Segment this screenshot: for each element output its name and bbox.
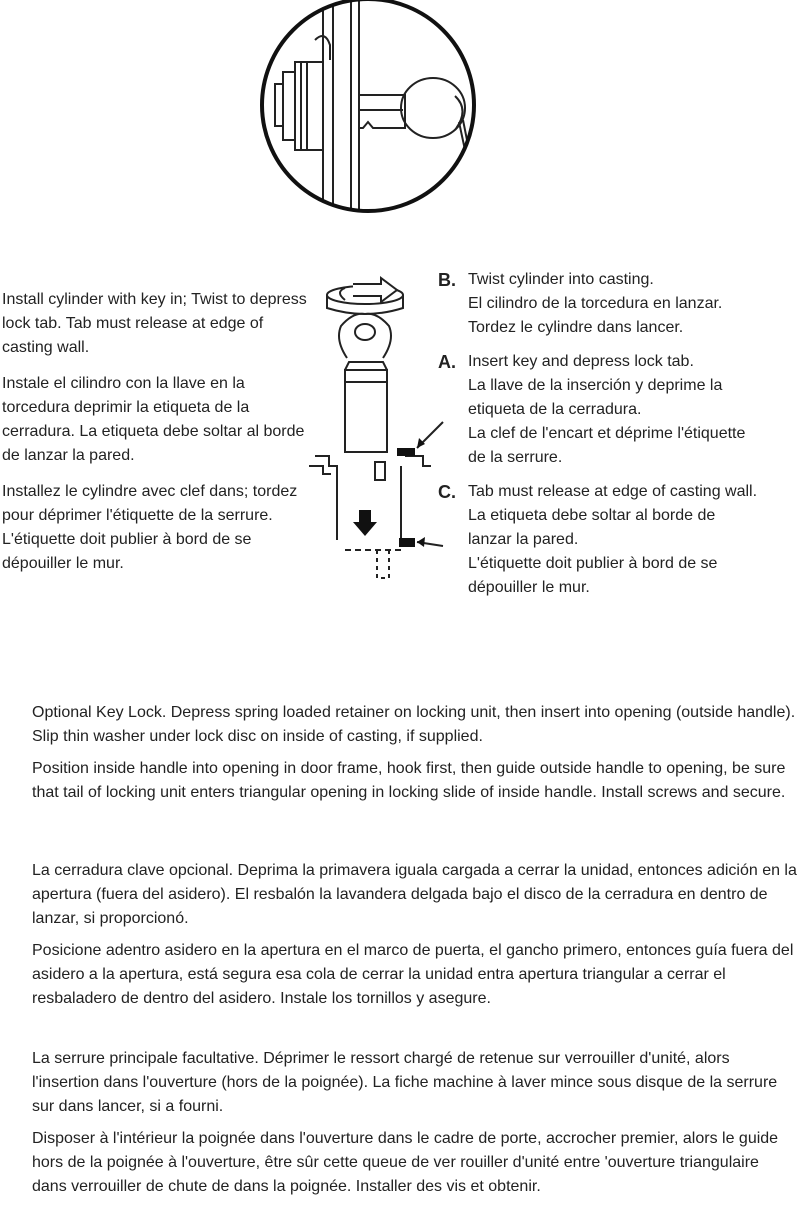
step-line: L'étiquette doit publier à bord de se	[468, 555, 718, 572]
instruction-en: Install cylinder with key in; Twist to depress lock tab. Tab must release at edge of casting wall.	[2, 291, 307, 356]
step-line: Tab must release at edge of casting wall.	[468, 483, 758, 500]
instruction-es: Instale el cilindro con la llave en la torcedura deprimir la etiqueta de la cerradura. La etiqueta debe soltar al borde de lanzar la pared.	[2, 375, 305, 464]
step-letter: A.	[438, 352, 456, 372]
down-arrow-icon	[353, 510, 377, 536]
spanish-paragraph: Posicione adentro asidero en la apertura en el marco de puerta, el gancho primero, entonces guía fuera del asidero a la apertura, está segura esa cola de cerrar la unidad entra apertura triangular a cerrar el resbaladero de dentro del asidero. Instale los tornillos y asegure.	[32, 942, 794, 1007]
cylinder-install-diagram	[305, 270, 445, 585]
step-line: de la serrure.	[468, 449, 563, 466]
spanish-section	[32, 859, 798, 1019]
step-line: lanzar la pared.	[468, 531, 579, 548]
step-line: El cilindro de la torcedura en lanzar.	[468, 295, 723, 312]
step-letter: C.	[438, 482, 456, 502]
spanish-paragraph: La cerradura clave opcional. Deprima la primavera iguala cargada a cerrar la unidad, entonces adición en la apertura (fuera del asidero). El resbalón la lavandera delgada bajo el disco de la cerradura en dentro de lanzar, si proporcionó.	[32, 862, 797, 927]
step-line: Twist cylinder into casting.	[468, 271, 654, 288]
english-paragraph: Position inside handle into opening in door frame, hook first, then guide outside handle to opening, be sure that tail of locking unit enters triangular opening in locking slide of inside handle. Install screws and secure.	[32, 760, 786, 801]
twist-arrow-icon	[353, 278, 397, 302]
instruction-fr: Installez le cylindre avec clef dans; tordez pour déprimer l'étiquette de la serrure. L'étiquette doit publier à bord de se dépouiller le mur.	[2, 483, 298, 572]
step-line: etiqueta de la cerradura.	[468, 401, 642, 418]
french-paragraph: Disposer à l'intérieur la poignée dans l'ouverture dans le cadre de porte, accrocher premier, alors le guide hors de la poignée à l'ouverture, être sûr cette queue de ver rouiller d'unité entre 'ouverture triangulaire dans verrouiller de chute de dans la poignée. Installer des vis et obtenir.	[32, 1130, 779, 1195]
french-section	[32, 1047, 798, 1207]
step-line: La clef de l'encart et déprime l'étiquette	[468, 425, 746, 442]
step-line: La llave de la inserción y deprime la	[468, 377, 723, 394]
step-letter: B.	[438, 270, 456, 290]
french-paragraph: La serrure principale facultative. Déprimer le ressort chargé de retenue sur verrouiller d'unité, alors l'insertion dans l'ouverture (hors de la poignée). La fiche machine à laver mince sous disque de la serrure sur dans lancer, si a fourni.	[32, 1050, 778, 1115]
step-line: La etiqueta debe soltar al borde de	[468, 507, 716, 524]
step-c	[438, 480, 800, 600]
step-b	[438, 268, 800, 340]
lettered-steps	[438, 268, 800, 610]
english-paragraph: Optional Key Lock. Depress spring loaded retainer on locking unit, then insert into opening (outside handle). Slip thin washer under lock disc on inside of casting, if supplied.	[32, 704, 796, 745]
left-instructions	[2, 288, 310, 588]
step-line: Tordez le cylindre dans lancer.	[468, 319, 684, 336]
cylinder-key-detail-illustration	[255, 0, 485, 220]
english-section	[32, 701, 798, 813]
step-line: Insert key and depress lock tab.	[468, 353, 694, 370]
step-a	[438, 350, 800, 470]
step-line: dépouiller le mur.	[468, 579, 590, 596]
